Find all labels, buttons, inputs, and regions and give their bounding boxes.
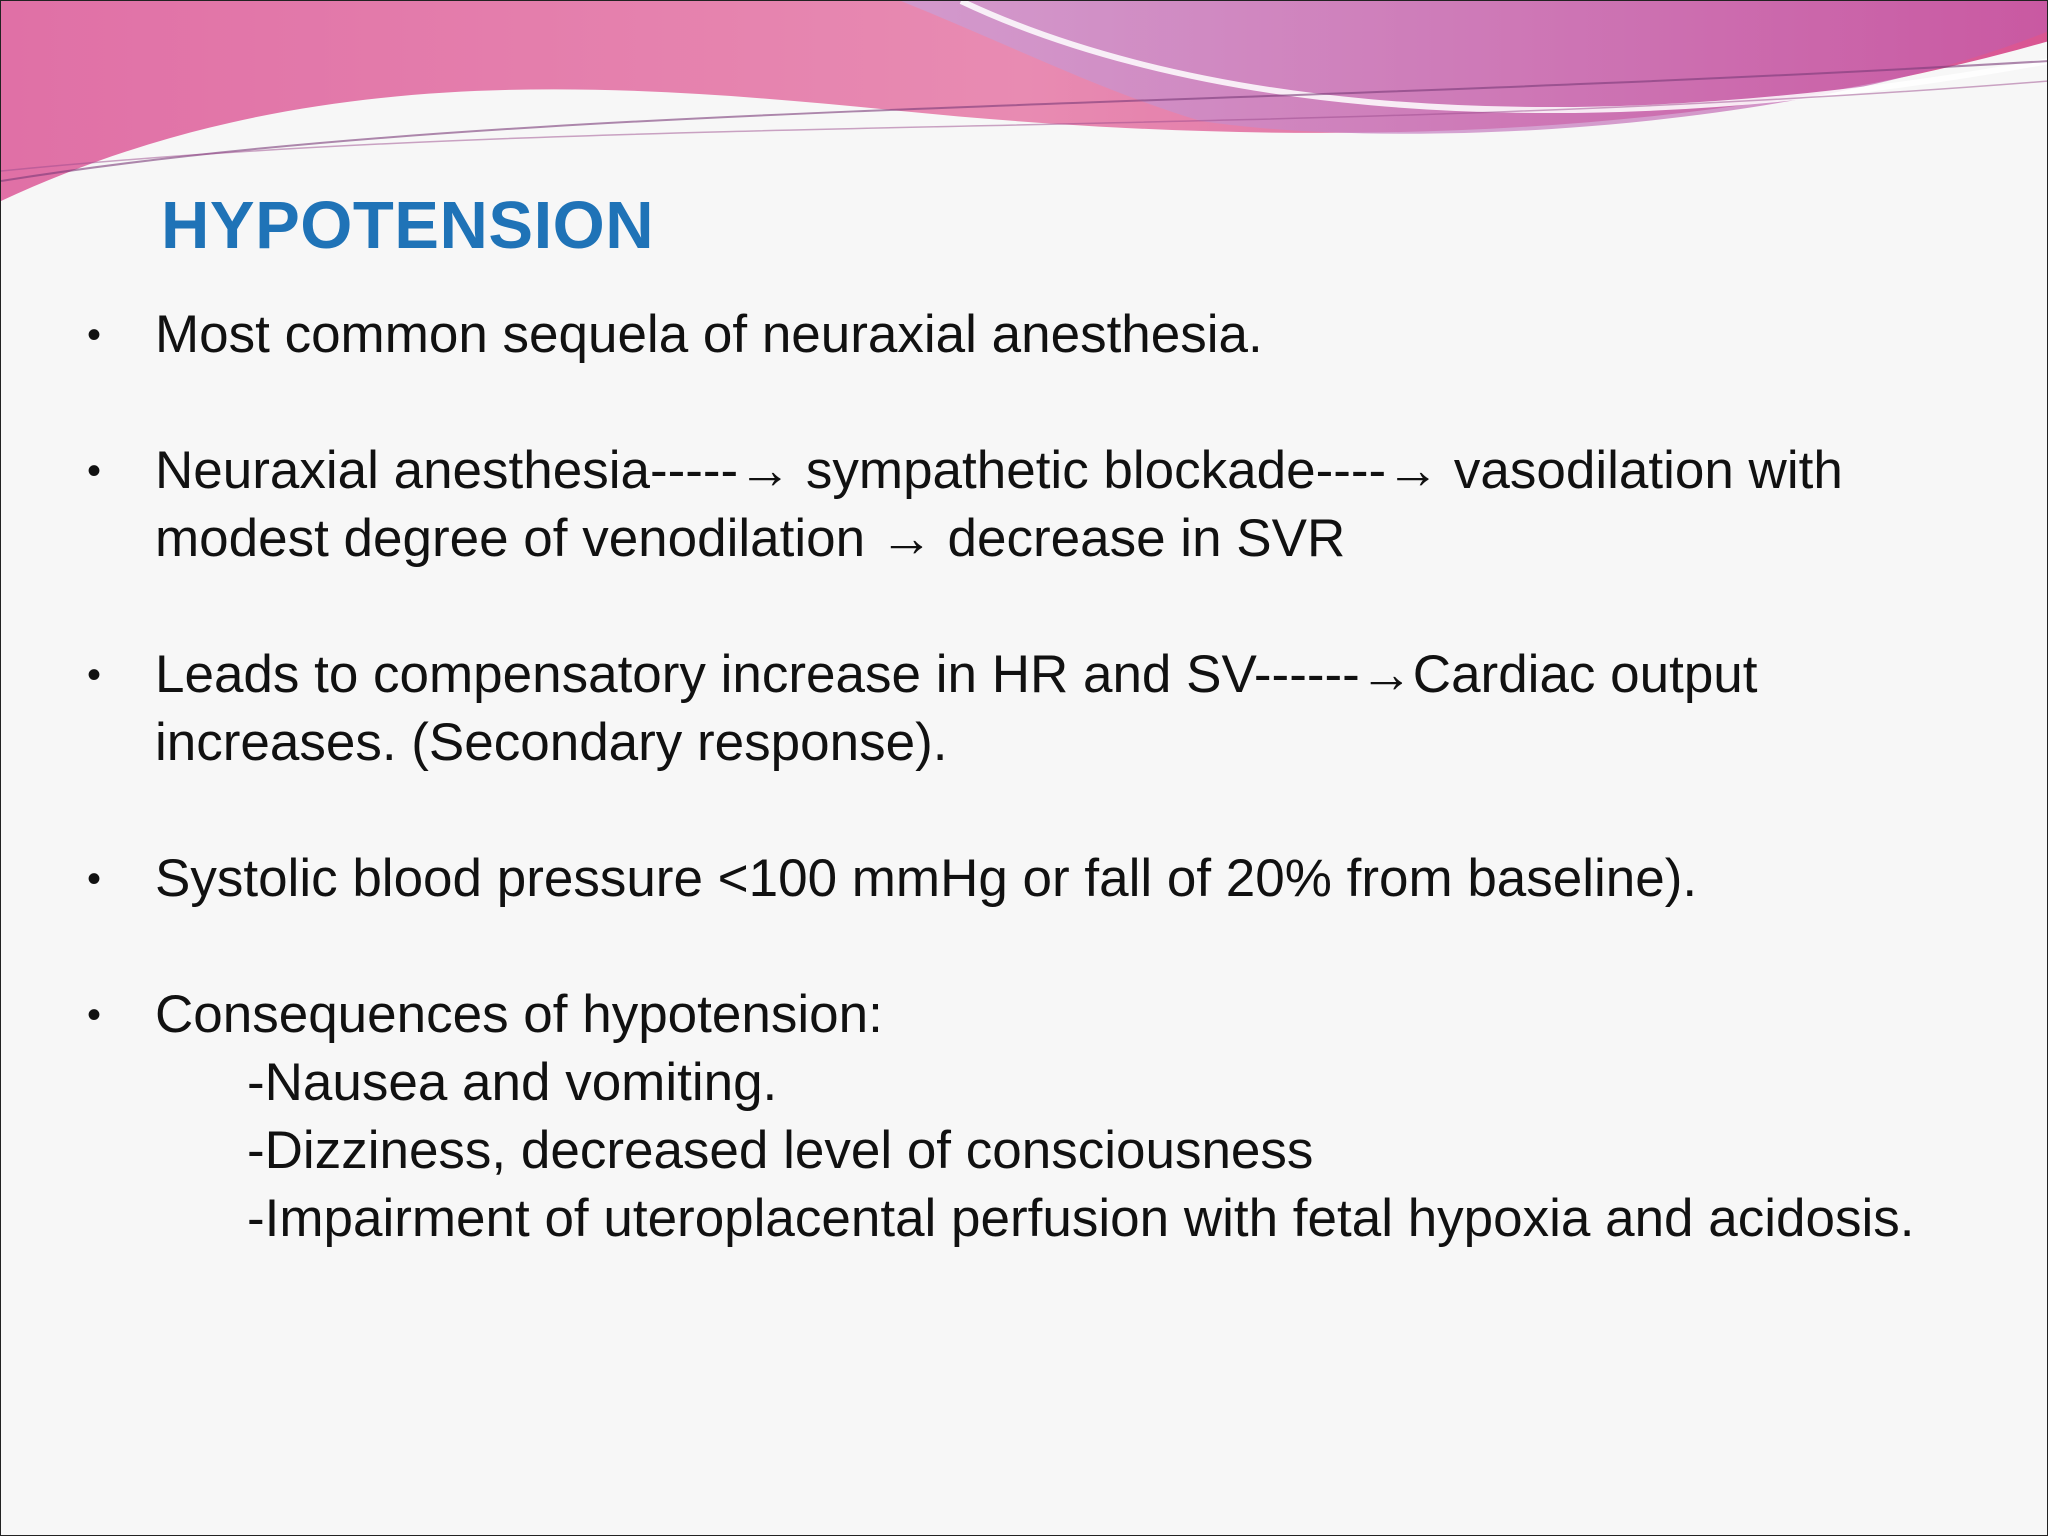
bullet-item [87,301,2037,369]
bullet-dot-icon: • [87,993,102,1037]
sub-item: -Dizziness, decreased level of consciousness [247,1121,1314,1180]
bullet-item [87,845,2037,913]
bullet-item [87,641,2037,777]
bullet-dot-icon: • [87,313,102,357]
sub-item: -Nausea and vomiting. [247,1053,778,1112]
bullet-list [87,301,2037,1321]
bullet-text: Consequences of hypotension: [155,985,883,1044]
bullet-item [87,981,2037,1253]
bullet-text: modest degree of venodilation → decrease in SVR [155,509,1346,568]
bullet-text: Leads to compensatory increase in HR and SV------→Cardiac output [155,645,1758,704]
bullet-text: Systolic blood pressure <100 mmHg or fall of 20% from baseline). [155,849,1698,908]
slide-title: HYPOTENSION [161,188,655,263]
bullet-text: Most common sequela of neuraxial anesthesia. [155,305,1263,364]
bullet-dot-icon: • [87,449,102,493]
bullet-text: Neuraxial anesthesia-----→ sympathetic blockade----→ vasodilation with [155,441,1843,500]
sub-item: -Impairment of uteroplacental perfusion with fetal hypoxia and acidosis. [247,1189,1915,1248]
bullet-dot-icon: • [87,653,102,697]
bullet-text: increases. (Secondary response). [155,713,948,772]
bullet-dot-icon: • [87,857,102,901]
bullet-item [87,437,2037,573]
